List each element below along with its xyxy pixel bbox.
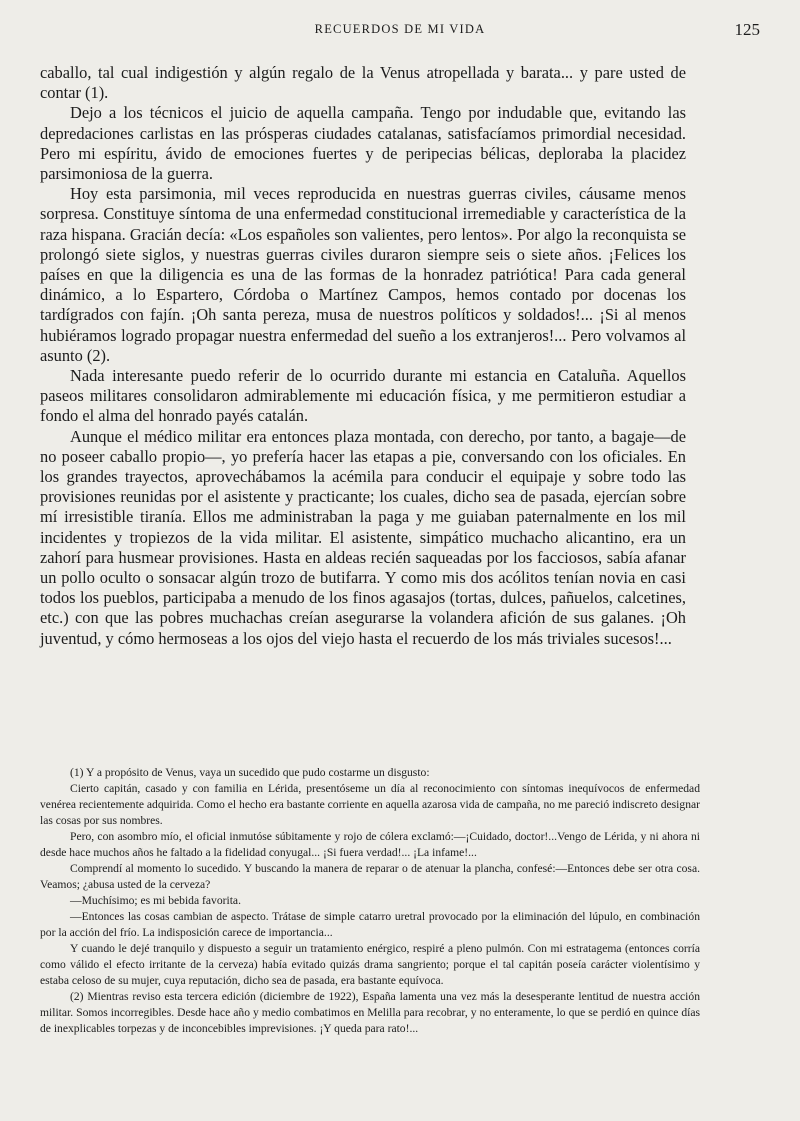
paragraph: caballo, tal cual indigestión y algún regalo de la Venus atropellada y barata... y pare usted de contar (1).	[40, 63, 686, 103]
footnote-paragraph: Y cuando le dejé tranquilo y dispuesto a seguir un tratamiento enérgico, respiré a pleno pulmón. Con mi estratagema (entonces corría como válido el efecto irritante de la cerveza) había evitado quizás drama sangriento; porque el tal capitán poseía carácter violentísimo y estaba celoso de su mujer, cuya reputación, dicho sea de pasada, era bastante equívoca.	[40, 942, 700, 987]
footnote-paragraph: —Muchísimo; es mi bebida favorita.	[70, 894, 241, 907]
footnote-paragraph: —Entonces las cosas cambian de aspecto. Trátase de simple catarro uretral provocado por la eliminación del lúpulo, en combinación por la acción del frío. La indisposición carece de importancia...	[40, 910, 700, 939]
footnote-1-intro: (1) Y a propósito de Venus, vaya un sucedido que pudo costarme un disgusto:	[70, 766, 430, 779]
paragraph: Aunque el médico militar era entonces plaza montada, con derecho, por tanto, a bagaje—de no poseer caballo propio—, yo prefería hacer las etapas a pie, conversando con los oficiales. En los grandes trayectos, aprovechábamos la acémila para conducir el equipaje y sobre todo las provisiones reunidas por el asistente y practicante; los cuales, dicho sea de pasada, ejercían sobre mí irresistible tiranía. Ellos me administraban la paga y me guiaban paternalmente en los mil incidentes y tropiezos de la vida militar. El asistente, simpático muchacho alicantino, era un zahorí para husmear provisiones. Hasta en aldeas recién saqueadas por los facciosos, sabía afanar un pollo oculto o sonsacar algún trozo de butifarra. Y como mis dos acólitos tenían novia en casi todos los pueblos, participaba a menudo de los finos agasajos (tortas, dulces, pañuelos, calcetines, etc.) con que las pobres muchachas creían asegurarse la volandera afición de sus galanes. ¡Oh juventud, y cómo hermoseas a los ojos del viejo hasta el recuerdo de los más triviales sucesos!...	[40, 426, 686, 648]
footnotes	[40, 765, 700, 1037]
footnote-paragraph: Cierto capitán, casado y con familia en Lérida, presentóseme un día al reconocimiento con síntomas inequívocos de enfermedad venérea recientemente adquirida. Como el hecho era bastante corriente en aquella azarosa vida de campaña, no me pareció indiscreto designar las cosas por sus nombres.	[40, 782, 700, 827]
paragraph: Dejo a los técnicos el juicio de aquella campaña. Tengo por indudable que, evitando las depredaciones carlistas en las prósperas ciudades catalanas, satisfacíamos primordial necesidad. Pero mi espíritu, ávido de emociones fuertes y de peripecias bélicas, deploraba la placidez parsimoniosa de la guerra.	[40, 103, 686, 184]
paragraph: Hoy esta parsimonia, mil veces reproducida en nuestras guerras civiles, cáusame menos sorpresa. Constituye síntoma de una enfermedad constitucional irremediable y característica de la raza hispana. Gracián decía: «Los españoles son valientes, pero lentos». Por algo la reconquista se prolongó siete siglos, y nuestras guerras civiles duraron siempre seis o siete años. ¡Felices los países en que la diligencia es una de las formas de la honradez patriótica! Para cada general dinámico, a lo Espartero, Córdoba o Martínez Campos, hemos contado por docenas los tardígrados con fajín. ¡Oh santa pereza, musa de nuestros políticos y soldados!... ¡Si al menos hubiéramos logrado propagar nuestra enfermedad del sueño a los extranjeros!... Pero volvamos al asunto (2).	[40, 184, 686, 365]
footnote-2: (2) Mientras reviso esta tercera edición (diciembre de 1922), España lamenta una vez más la desesperante lentitud de nuestra acción militar. Somos incorregibles. Desde hace año y medio combatimos en Melilla para recobrar, y no enteramente, lo que se perdió en quince días de inexplicables torpezas y de inconcebibles imprevisiones. ¡Y queda para rato!...	[40, 990, 700, 1035]
footnote-paragraph: Pero, con asombro mío, el oficial inmutóse súbitamente y rojo de cólera exclamó:—¡Cuidado, doctor!...Vengo de Lérida, y ni ahora ni desde hace muchos años he faltado a la fidelidad conyugal... ¡Si fuera verdad!... ¡La infame!...	[40, 830, 700, 859]
running-title: RECUERDOS DE MI VIDA	[314, 22, 486, 36]
footnote-paragraph: Comprendí al momento lo sucedido. Y buscando la manera de reparar o de atenuar la plancha, confesé:—Entonces debe ser otra cosa. Veamos; ¿abusa usted de la cerveza?	[40, 862, 700, 891]
paragraph: Nada interesante puedo referir de lo ocurrido durante mi estancia en Cataluña. Aquellos paseos militares consolidaron admirablemente mi educación física, y me permitieron estudiar a fondo el alma del honrado payés catalán.	[40, 366, 686, 426]
main-text	[40, 63, 686, 649]
page-header	[40, 22, 760, 46]
page-number: 125	[734, 20, 760, 39]
